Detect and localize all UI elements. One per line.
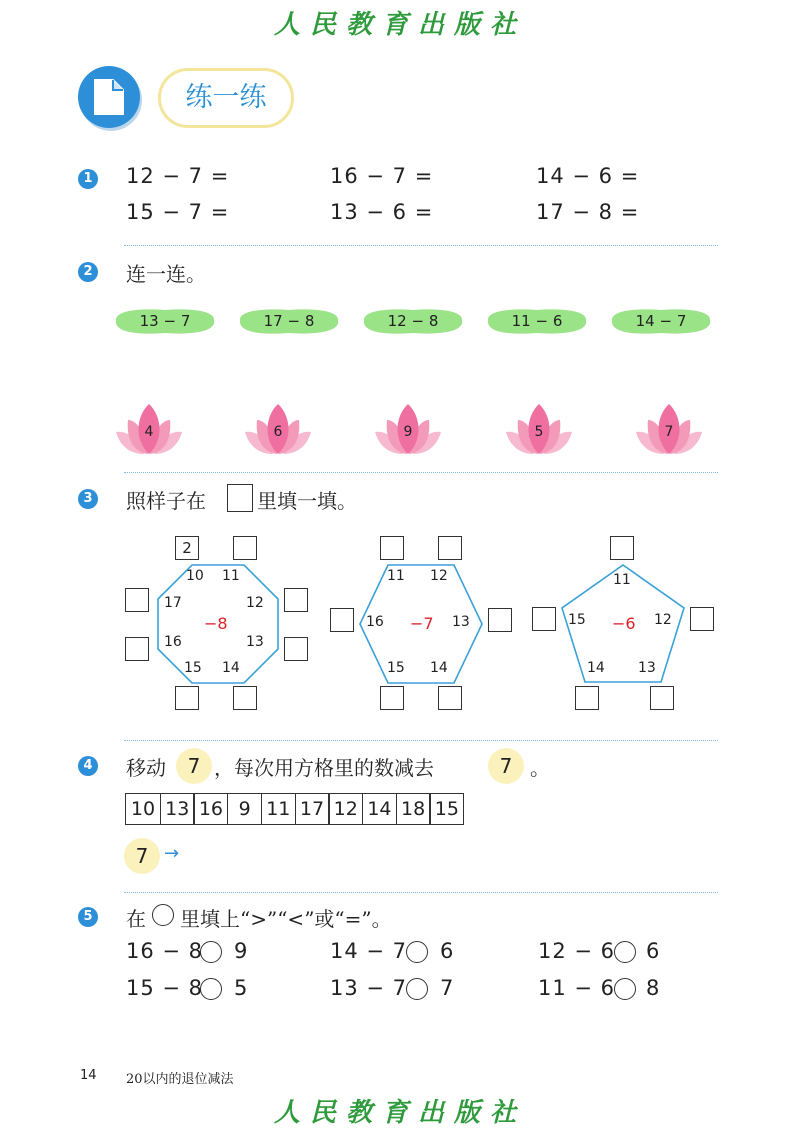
equation: 16 − 7 =	[330, 164, 434, 188]
wheel-value: 13	[452, 614, 470, 630]
equation: 17 − 8 =	[536, 200, 640, 224]
strip-cell[interactable]: 12	[328, 793, 363, 825]
strip-cell[interactable]: 14	[362, 793, 397, 825]
instruction-part: 。	[530, 756, 550, 780]
wheel-value: 12	[246, 595, 264, 611]
section-divider	[124, 892, 718, 893]
compare-circle[interactable]	[406, 978, 428, 1000]
page-number: 14	[80, 1068, 97, 1083]
question-number-4: 4	[78, 756, 98, 776]
wheel-value: 12	[430, 568, 448, 584]
lotus-number: 5	[534, 424, 544, 440]
instruction-part: 里填一填。	[257, 489, 357, 513]
answer-box[interactable]	[690, 607, 714, 631]
strip-cell[interactable]: 15	[429, 793, 464, 825]
publisher-header: 人民教育出版社	[273, 10, 526, 40]
compare-left: 16 − 8	[126, 939, 204, 963]
strip-cell[interactable]: 13	[160, 793, 195, 825]
wheel-value: 14	[430, 660, 448, 676]
wheel-operator: −7	[410, 614, 434, 633]
strip-cell[interactable]: 18	[396, 793, 431, 825]
compare-right: 6	[646, 939, 661, 963]
equation: 15 − 7 =	[126, 200, 230, 224]
wheel-value: 11	[613, 572, 631, 588]
answer-box-sample	[227, 484, 253, 512]
answer-box[interactable]	[233, 686, 257, 710]
question-number-1: 1	[78, 169, 98, 189]
leaf-card[interactable]	[484, 306, 590, 340]
compare-left: 12 − 6	[538, 939, 616, 963]
wheel-value: 13	[246, 634, 264, 650]
answer-box[interactable]	[532, 607, 556, 631]
answer-box[interactable]	[284, 637, 308, 661]
compare-circle[interactable]	[406, 941, 428, 963]
compare-left: 11 − 6	[538, 976, 616, 1000]
answer-box[interactable]	[438, 686, 462, 710]
lotus-number: 6	[273, 424, 283, 440]
lotus-card[interactable]	[243, 402, 313, 458]
wheel-value: 14	[222, 660, 240, 676]
answer-box[interactable]	[330, 608, 354, 632]
answer-box[interactable]	[175, 686, 199, 710]
wheel-value: 11	[387, 568, 405, 584]
section-divider	[124, 472, 718, 473]
instruction-part: 照样子在	[126, 489, 206, 513]
wheel-value: 14	[587, 660, 605, 676]
answer-box[interactable]	[380, 536, 404, 560]
compare-right: 5	[234, 976, 249, 1000]
wheel-value: 15	[387, 660, 405, 676]
token-seven: 7	[176, 748, 212, 784]
strip-cell[interactable]: 10	[125, 793, 161, 825]
leaf-expression: 11 − 6	[511, 312, 563, 330]
compare-right: 7	[440, 976, 455, 1000]
wheel-value: 15	[568, 612, 586, 628]
equation: 13 − 6 =	[330, 200, 434, 224]
lotus-card[interactable]	[504, 402, 574, 458]
document-icon	[78, 66, 140, 128]
leaf-card[interactable]	[360, 306, 466, 340]
answer-box[interactable]	[284, 588, 308, 612]
strip-cell[interactable]: 9	[227, 793, 262, 825]
strip-cell[interactable]: 16	[193, 793, 228, 825]
instruction-part: 在	[126, 907, 146, 931]
compare-circle[interactable]	[200, 941, 222, 963]
answer-box[interactable]	[125, 637, 149, 661]
instruction-part: 移动	[126, 756, 166, 780]
answer-box[interactable]	[125, 588, 149, 612]
answer-box[interactable]	[233, 536, 257, 560]
instruction: 连一连。	[126, 262, 206, 286]
lotus-card[interactable]	[373, 402, 443, 458]
lotus-number: 7	[664, 424, 674, 440]
wheel-operator: −8	[204, 614, 228, 633]
section-divider	[124, 740, 718, 741]
lotus-number: 9	[403, 424, 413, 440]
leaf-card[interactable]	[608, 306, 714, 340]
publisher-footer: 人民教育出版社	[273, 1098, 526, 1128]
question-number-3: 3	[78, 489, 98, 509]
token-seven: 7	[488, 748, 524, 784]
wheel-value: 17	[164, 595, 182, 611]
leaf-expression: 14 − 7	[635, 312, 687, 330]
wheel-value: 16	[164, 634, 182, 650]
equation: 12 − 7 =	[126, 164, 230, 188]
instruction-part: 里填上“>”“<”或“=”。	[180, 907, 392, 931]
answer-box[interactable]	[610, 536, 634, 560]
lotus-number: 4	[144, 424, 154, 440]
question-number-2: 2	[78, 262, 98, 282]
wheel-operator: −6	[612, 614, 636, 633]
answer-box[interactable]	[488, 608, 512, 632]
answer-box[interactable]	[575, 686, 599, 710]
leaf-expression: 13 − 7	[139, 312, 191, 330]
compare-circle-sample	[152, 904, 174, 926]
question-number-5: 5	[78, 907, 98, 927]
leaf-expression: 12 − 8	[387, 312, 439, 330]
lotus-card[interactable]	[114, 402, 184, 458]
compare-circle[interactable]	[200, 978, 222, 1000]
arrow-right-icon: →	[164, 843, 180, 864]
equation: 14 − 6 =	[536, 164, 640, 188]
leaf-card[interactable]	[112, 306, 218, 340]
compare-circle[interactable]	[614, 978, 636, 1000]
compare-right: 6	[440, 939, 455, 963]
compare-right: 8	[646, 976, 661, 1000]
strip-cell[interactable]: 17	[295, 793, 330, 825]
instruction-part: ，每次用方格里的数减去	[214, 756, 434, 780]
wheel-value: 16	[366, 614, 384, 630]
answer-box-example: 2	[175, 536, 199, 560]
chapter-title: 20以内的退位减法	[126, 1072, 234, 1087]
answer-box[interactable]	[438, 536, 462, 560]
compare-right: 9	[234, 939, 249, 963]
lotus-card[interactable]	[634, 402, 704, 458]
compare-left: 14 − 7	[330, 939, 408, 963]
wheel-value: 13	[638, 660, 656, 676]
strip-cell[interactable]: 11	[261, 793, 296, 825]
answer-box[interactable]	[380, 686, 404, 710]
leaf-card[interactable]	[236, 306, 342, 340]
section-divider	[124, 245, 718, 246]
compare-left: 15 − 8	[126, 976, 204, 1000]
compare-left: 13 − 7	[330, 976, 408, 1000]
wheel-value: 11	[222, 568, 240, 584]
number-strip	[125, 793, 464, 825]
answer-box[interactable]	[650, 686, 674, 710]
wheel-value: 10	[186, 568, 204, 584]
section-title: 练一练	[158, 68, 294, 128]
wheel-value: 15	[184, 660, 202, 676]
wheel-value: 12	[654, 612, 672, 628]
leaf-expression: 17 − 8	[263, 312, 315, 330]
movable-token[interactable]: 7	[124, 838, 160, 874]
compare-circle[interactable]	[614, 941, 636, 963]
